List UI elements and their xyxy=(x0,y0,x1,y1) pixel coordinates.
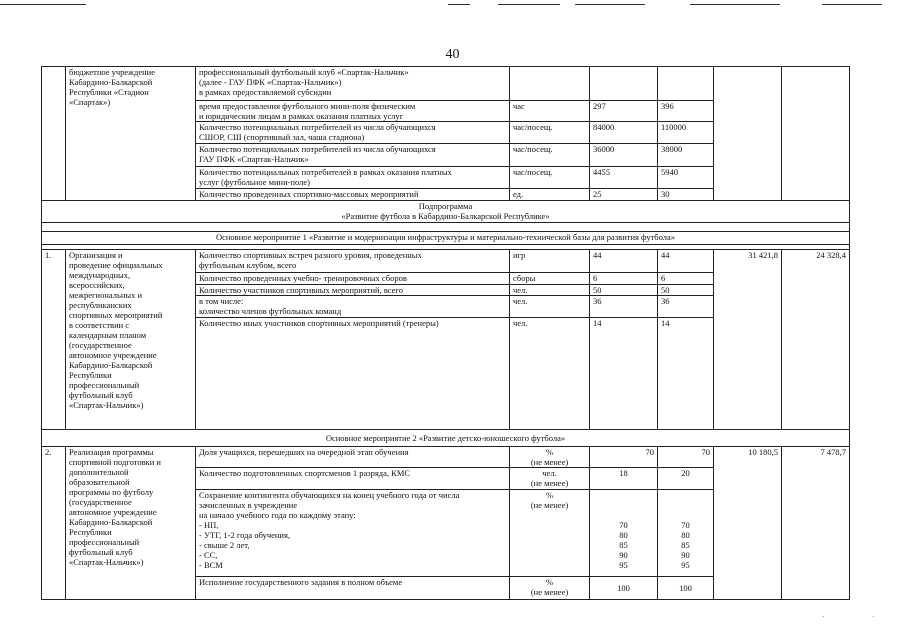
indicator-value-2: 100 xyxy=(658,577,714,600)
indicator-name: Количество потенциальных потребителей из числа обучающихся ГАУ ПФК «Спартак-Нальчик» xyxy=(196,144,510,167)
indicator-value-2: 110000 xyxy=(658,122,714,144)
funding-cell-2 xyxy=(782,67,850,201)
spacer-row xyxy=(42,223,850,232)
subprogram-name: «Развитие футбола в Кабардино-Балкарской Республике» xyxy=(341,211,550,221)
indicator-value-1: 50 xyxy=(590,285,658,296)
indicator-value-1: 44 xyxy=(590,250,658,273)
indicator-value-2: 70 xyxy=(658,447,714,468)
indicator-value-1: 297 xyxy=(590,101,658,122)
indicator-name: Исполнение государственного задания в полном объеме xyxy=(196,577,510,600)
indicator-value-2: 44 xyxy=(658,250,714,273)
page-number: 40 xyxy=(445,47,460,62)
indicator-name: Количество потенциальных потребителей в рамках оказания платных услуг (футбольное мини-поле) xyxy=(196,167,510,189)
event-1-number: 1. xyxy=(42,250,66,430)
scan-edge-line xyxy=(822,4,882,5)
event-2-name: Реализация программы спортивной подготовки и дополнительной образовательной программы по футболу (государственное автономное учреждение Кабардино-Балкарской Республики профессиональный футбольный клуб «Спартак-Нальчик») xyxy=(66,447,196,600)
indicator-unit: чел. xyxy=(510,318,590,430)
event-2-heading: Основное мероприятие 2 «Развитие детско-юношеского футбола» xyxy=(42,430,850,447)
subprogram-title: Подпрограмма xyxy=(418,201,473,211)
indicator-value-1: 84000 xyxy=(590,122,658,144)
indicator-value-1: 70 80 85 90 95 xyxy=(590,490,658,577)
indicator-name: в том числе: количество членов футбольных команд xyxy=(196,296,510,318)
subprogram-header xyxy=(42,201,850,223)
row-number-cell xyxy=(42,67,66,201)
indicator-unit: ед. xyxy=(510,189,590,201)
indicator-value-1: 6 xyxy=(590,273,658,285)
indicator-value-1: 18 xyxy=(590,468,658,490)
indicator-value-2: 5940 xyxy=(658,167,714,189)
indicator-unit: чел. xyxy=(510,296,590,318)
indicator-unit: час/посещ. xyxy=(510,144,590,167)
indicator-value-2: 38000 xyxy=(658,144,714,167)
scan-edge-line xyxy=(498,4,560,5)
indicator-unit: чел. xyxy=(510,285,590,296)
event-2-number: 2. xyxy=(42,447,66,600)
indicator-value-1: 14 xyxy=(590,318,658,430)
indicator-name: Количество участников спортивных мероприятий, всего xyxy=(196,285,510,296)
indicator-value-2: 70 80 85 90 95 xyxy=(658,490,714,577)
scan-edge-line xyxy=(0,4,86,5)
indicator-value-2: 30 xyxy=(658,189,714,201)
indicator-name: профессиональный футбольный клуб «Спартак-Нальчик» (далее - ГАУ ПФК «Спартак-Нальчик») в рамках предоставляемой субсидии xyxy=(196,67,510,101)
indicator-value-1: 36000 xyxy=(590,144,658,167)
indicator-value-2: 14 xyxy=(658,318,714,430)
funding-cell-1 xyxy=(714,67,782,201)
indicator-value-2: 20 xyxy=(658,468,714,490)
indicator-name: Количество проведенных спортивно-массовых мероприятий xyxy=(196,189,510,201)
event-1-funding-1: 31 421,8 xyxy=(714,250,782,430)
indicator-name: Количество иных участников спортивных мероприятий (тренеры) xyxy=(196,318,510,430)
indicator-name: Количество проведенных учебно- тренировочных сборов xyxy=(196,273,510,285)
scan-speck: · xyxy=(872,613,875,621)
scan-edge-line xyxy=(690,4,780,5)
indicator-name: Сохранение контингента обучающихся на конец учебного года от числа зачисленных в учреждение на начало учебного года по каждому этапу: - НП, - УТГ, 1-2 года обучения, - свыше 2 лет, - СС, - ВСМ xyxy=(196,490,510,577)
indicator-value-1: 100 xyxy=(590,577,658,600)
indicator-value-1: 36 xyxy=(590,296,658,318)
indicator-unit: % (не менее) xyxy=(510,577,590,600)
event-1-heading: Основное мероприятие 1 «Развитие и модернизация инфраструктуры и материально-технической базы для развития футбола» xyxy=(42,232,850,245)
scan-edge-line xyxy=(448,4,470,5)
indicator-value-2: 50 xyxy=(658,285,714,296)
indicator-unit: час xyxy=(510,101,590,122)
indicator-value-1: 70 xyxy=(590,447,658,468)
scan-edge-line xyxy=(575,4,645,5)
indicator-unit: чел. (не менее) xyxy=(510,468,590,490)
indicator-value-1 xyxy=(590,67,658,101)
indicator-unit xyxy=(510,67,590,101)
indicator-value-2: 6 xyxy=(658,273,714,285)
indicator-name: Доля учащихся, перешедших на очередной этап обучения xyxy=(196,447,510,468)
indicator-name: время предоставления футбольного мини-поля физическим и юридическим лицам в рамках оказания платных услуг xyxy=(196,101,510,122)
event-1-name: Организация и проведение официальных международных, всероссийских, межрегиональных и республиканских спортивных мероприятий в соответствии с календарным планом (государственное автономное учреждение Кабардино-Балкарской Республики профессиональный футбольный клуб «Спартак-Нальчик») xyxy=(66,250,196,430)
indicator-value-2: 36 xyxy=(658,296,714,318)
organization-name: бюджетное учреждение Кабардино-Балкарской Республики «Стадион «Спартак») xyxy=(66,67,196,201)
event-1-funding-2: 24 328,4 xyxy=(782,250,850,430)
indicator-unit: % (не менее) xyxy=(510,490,590,577)
indicator-value-2 xyxy=(658,67,714,101)
indicator-unit: час/посещ. xyxy=(510,122,590,144)
event-2-funding-1: 10 180,5 xyxy=(714,447,782,600)
indicator-unit: игр xyxy=(510,250,590,273)
indicator-value-1: 25 xyxy=(590,189,658,201)
indicator-unit: % (не менее) xyxy=(510,447,590,468)
program-table xyxy=(41,66,850,600)
indicator-name: Количество подготовленных спортсменов 1 разряда, КМС xyxy=(196,468,510,490)
event-2-funding-2: 7 478,7 xyxy=(782,447,850,600)
indicator-name: Количество спортивных встреч разного уровня, проведенных футбольным клубом, всего xyxy=(196,250,510,273)
indicator-value-1: 4455 xyxy=(590,167,658,189)
scan-speck: · xyxy=(822,613,825,621)
indicator-value-2: 396 xyxy=(658,101,714,122)
indicator-unit: чаc/посещ. xyxy=(510,167,590,189)
indicator-unit: сборы xyxy=(510,273,590,285)
indicator-name: Количество потенциальных потребителей из числа обучающихся СШОР, СШ (спортивный зал, чаша стадиона) xyxy=(196,122,510,144)
